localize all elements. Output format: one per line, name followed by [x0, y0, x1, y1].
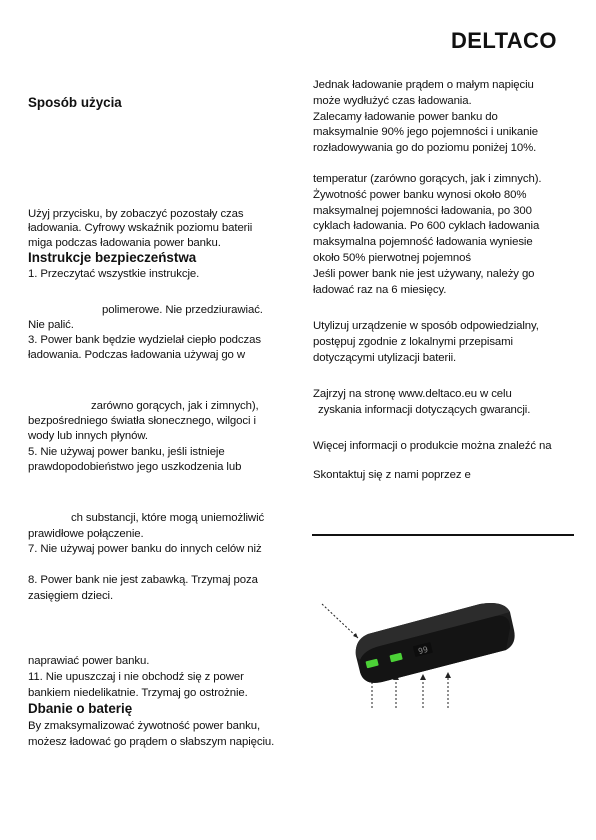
power-bank-illustration	[320, 560, 520, 710]
text-line: 1. Przeczytać wszystkie instrukcje.	[28, 268, 200, 280]
arrowhead-top	[353, 633, 358, 638]
text-line: możesz ładować go prądem o słabszym napięciu.	[28, 736, 275, 748]
text-line: zasięgiem dzieci.	[28, 590, 114, 602]
text-line: 7. Nie używaj power banku do innych celów niż	[28, 543, 262, 555]
text-line: około 50% pierwotnej pojemnoś	[313, 252, 471, 264]
text-line: 11. Nie upuszczaj i nie obchodź się z power	[28, 671, 244, 683]
text-line: naprawiać power banku.	[28, 655, 150, 667]
text-line: ładowania. Podczas ładowania używaj go w	[28, 349, 245, 361]
text-line: maksymalnej pojemności ładowania, po 300	[313, 205, 532, 217]
text-line: Użyj przycisku, by zobaczyć pozostały czas	[28, 208, 244, 220]
leader-line-top	[322, 604, 358, 638]
text-line: prawdopodobieństwo jego uszkodzenia lub	[28, 461, 242, 473]
text-line: ładować raz na 6 miesięcy.	[313, 284, 447, 296]
text-line: Skontaktuj się z nami poprzez e	[313, 469, 471, 481]
text-line: By zmaksymalizować żywotność power banku,	[28, 720, 261, 732]
text-line: miga podczas ładowania power banku.	[28, 237, 221, 249]
text-line: ładowania. Cyfrowy wskaźnik poziomu baterii	[28, 222, 253, 234]
heading-safety: Instrukcje bezpieczeństwa	[28, 250, 197, 265]
text-line: zyskania informacji dotyczących gwarancji.	[318, 404, 531, 416]
power-bank-diagram	[320, 560, 520, 710]
text-line: może wydłużyć czas ładowania.	[313, 95, 472, 107]
text-line: Nie palić.	[28, 319, 74, 331]
text-line: Żywotność power banku wynosi około 80%	[313, 189, 527, 201]
arrowhead-right	[445, 672, 451, 678]
text-line: maksymalnie 90% jego pojemności i unikanie	[313, 126, 538, 138]
display-readout: 99	[417, 644, 429, 657]
text-line: Zalecamy ładowanie power banku do	[313, 111, 498, 123]
section-divider	[312, 534, 574, 536]
deltaco-logo: DELTACO	[451, 28, 557, 53]
text-line: Jeśli power bank nie jest używany, należy go	[313, 268, 535, 280]
text-line: rozładowywania go do poziomu poniżej 10%.	[313, 142, 537, 154]
text-line: prawidłowe połączenie.	[28, 528, 144, 540]
text-line: 3. Power bank będzie wydzielał ciepło podczas	[28, 334, 261, 346]
text-line: bankiem niedelikatnie. Trzymaj go ostrożnie.	[28, 687, 248, 699]
text-line: postępuj zgodnie z lokalnymi przepisami	[313, 336, 513, 348]
text-line: temperatur (zarówno gorących, jak i zimnych).	[313, 173, 542, 185]
text-line: Utylizuj urządzenie w sposób odpowiedzialny,	[313, 320, 539, 332]
text-line: ch substancji, które mogą uniemożliwić	[71, 512, 265, 524]
text-line: maksymalna pojemność ładowania wyniesie	[313, 236, 533, 248]
text-line: Więcej informacji o produkcie można znaleźć na	[313, 440, 552, 452]
text-line: wody lub innych płynów.	[28, 430, 148, 442]
text-line: Zajrzyj na stronę www.deltaco.eu w celu	[313, 388, 512, 400]
text-line: Jednak ładowanie prądem o małym napięciu	[313, 79, 534, 91]
text-line: polimerowe. Nie przedziurawiać.	[102, 304, 263, 316]
arrowhead-display	[420, 674, 426, 680]
text-line: zarówno gorących, jak i zimnych),	[91, 400, 259, 412]
heading-usage: Sposób użycia	[28, 95, 122, 110]
text-line: dotyczącymi utylizacji baterii.	[313, 352, 457, 364]
text-line: 8. Power bank nie jest zabawką. Trzymaj poza	[28, 574, 258, 586]
text-line: bezpośredniego światła słonecznego, wilgoci i	[28, 415, 256, 427]
text-line: cyklach ładowania. Po 600 cyklach ładowania	[313, 220, 540, 232]
text-line: 5. Nie używaj power banku, jeśli istnieje	[28, 446, 225, 458]
heading-battery-care: Dbanie o baterię	[28, 701, 133, 716]
